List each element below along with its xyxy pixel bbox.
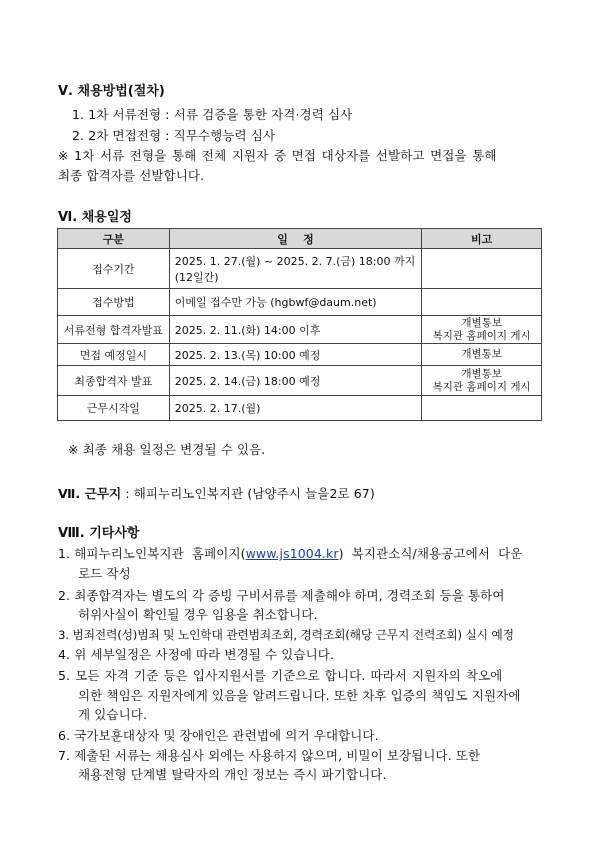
row-note (422, 366, 542, 396)
section5-note-line1: ※ 1차 서류 전형을 통해 전체 지원자 중 면접 대상자를 선발하고 면접을 통해 (58, 148, 497, 163)
row-label: 접수방법 (58, 289, 170, 316)
row-note-line1: 개별통보 (461, 316, 502, 329)
row-label: 서류전형 합격자발표 (58, 316, 170, 344)
section8-item-5-cont1: 의한 책임은 지원자에게 있음을 알려드립니다. 또한 차후 입증의 책임도 지원자에 (78, 688, 521, 703)
schedule-row (58, 289, 542, 316)
header-category: 구분 (58, 229, 170, 249)
schedule-row (58, 344, 542, 366)
section8-item-5: 5. 모든 자격 기준 등은 입사지원서를 기준으로 합니다. 따라서 지원자의 착오에 (58, 668, 503, 683)
section7-title: Ⅶ. 근무지 (58, 486, 122, 501)
section8-item-1-cont: 로드 작성 (78, 566, 131, 581)
row-note-line2: 복지관 홈페이지 게시 (432, 329, 531, 342)
row-date: 2025. 2. 11.(화) 14:00 이후 (169, 316, 422, 344)
section6-title: Ⅵ. 채용일정 (58, 210, 132, 225)
section8-item-3: 3. 범죄전력(성)범죄 및 노인학대 관련범죄조회, 경력조회(해당 근무지 전력조회) 실시 예정 (58, 628, 514, 642)
section7-text: : 해피누리노인복지관 (남양주시 늘을2로 67) (121, 486, 375, 501)
section8-item-5-cont2: 게 있습니다. (78, 707, 148, 722)
section8-item-7-cont: 채용전형 단계별 탈락자의 개인 정보는 즉시 파기합니다. (78, 767, 387, 782)
row-date-line1: 2025. 1. 27.(월) ~ 2025. 2. 7.(금) 18:00 까지 (174, 254, 416, 268)
row-label: 면접 예정일시 (58, 344, 170, 366)
row-note-empty (422, 249, 542, 289)
row-note-empty (422, 289, 542, 316)
section7-line (58, 484, 375, 502)
schedule-row (58, 366, 542, 396)
section8-item-6: 6. 국가보훈대상자 및 장애인은 관련법에 의거 우대합니다. (58, 728, 379, 743)
row-label: 접수기간 (58, 249, 170, 289)
row-note: 개별통보 (422, 344, 542, 366)
row-date: 2025. 2. 13.(목) 10:00 예정 (169, 344, 422, 366)
row-date: 2025. 2. 17.(월) (169, 396, 422, 421)
schedule-header-row (58, 229, 542, 249)
section5-item-2: 2. 2차 면접전형 : 직무수행능력 심사 (72, 128, 276, 143)
header-schedule: 일 정 (169, 229, 422, 249)
row-date: 2025. 2. 14.(금) 18:00 예정 (169, 366, 422, 396)
schedule-footnote: ※ 최종 채용 일정은 변경될 수 있음. (68, 442, 266, 457)
section5-item-1: 1. 1차 서류전형 : 서류 검증을 통한 자격·경력 심사 (72, 107, 353, 122)
row-note-line1: 개별통보 (461, 367, 502, 380)
section8-item-1 (58, 544, 522, 562)
row-date-line2: (12일간) (174, 270, 219, 284)
item1-text-a: 1. 해피누리노인복지관 홈페이지( (58, 546, 246, 561)
row-note-line2: 복지관 홈페이지 게시 (432, 380, 531, 393)
item1-text-b: ) 복지관소식/채용공고에서 다운 (338, 546, 523, 561)
section8-item-7: 7. 제출된 서류는 채용심사 외에는 사용하지 않으며, 비밀이 보장됩니다. 또한 (58, 748, 481, 763)
row-label: 최종합격자 발표 (58, 366, 170, 396)
row-date: 이메일 접수만 가능 (hgbwf@daum.net) (169, 289, 422, 316)
schedule-row (58, 316, 542, 344)
row-note (422, 316, 542, 344)
section8-title: Ⅷ. 기타사항 (58, 526, 140, 541)
section8-item-2: 2. 최종합격자는 별도의 각 증빙 구비서류를 제출해야 하며, 경력조회 등을 통하여 (58, 588, 505, 603)
section8-item-2-cont: 허위사실이 확인될 경우 임용을 취소합니다. (78, 607, 318, 622)
header-note: 비고 (422, 229, 542, 249)
section5-note-line2: 최종 합격자를 선발합니다. (58, 168, 205, 183)
row-note-empty (422, 396, 542, 421)
schedule-table (57, 228, 542, 421)
section8-item-4: 4. 위 세부일정은 사정에 따라 변경될 수 있습니다. (58, 647, 335, 662)
row-date (169, 249, 422, 289)
schedule-row (58, 396, 542, 421)
homepage-link[interactable]: www.js1004.kr (245, 546, 339, 561)
section5-title: Ⅴ. 채용방법(절차) (58, 84, 165, 99)
row-label: 근무시작일 (58, 396, 170, 421)
schedule-row (58, 249, 542, 289)
